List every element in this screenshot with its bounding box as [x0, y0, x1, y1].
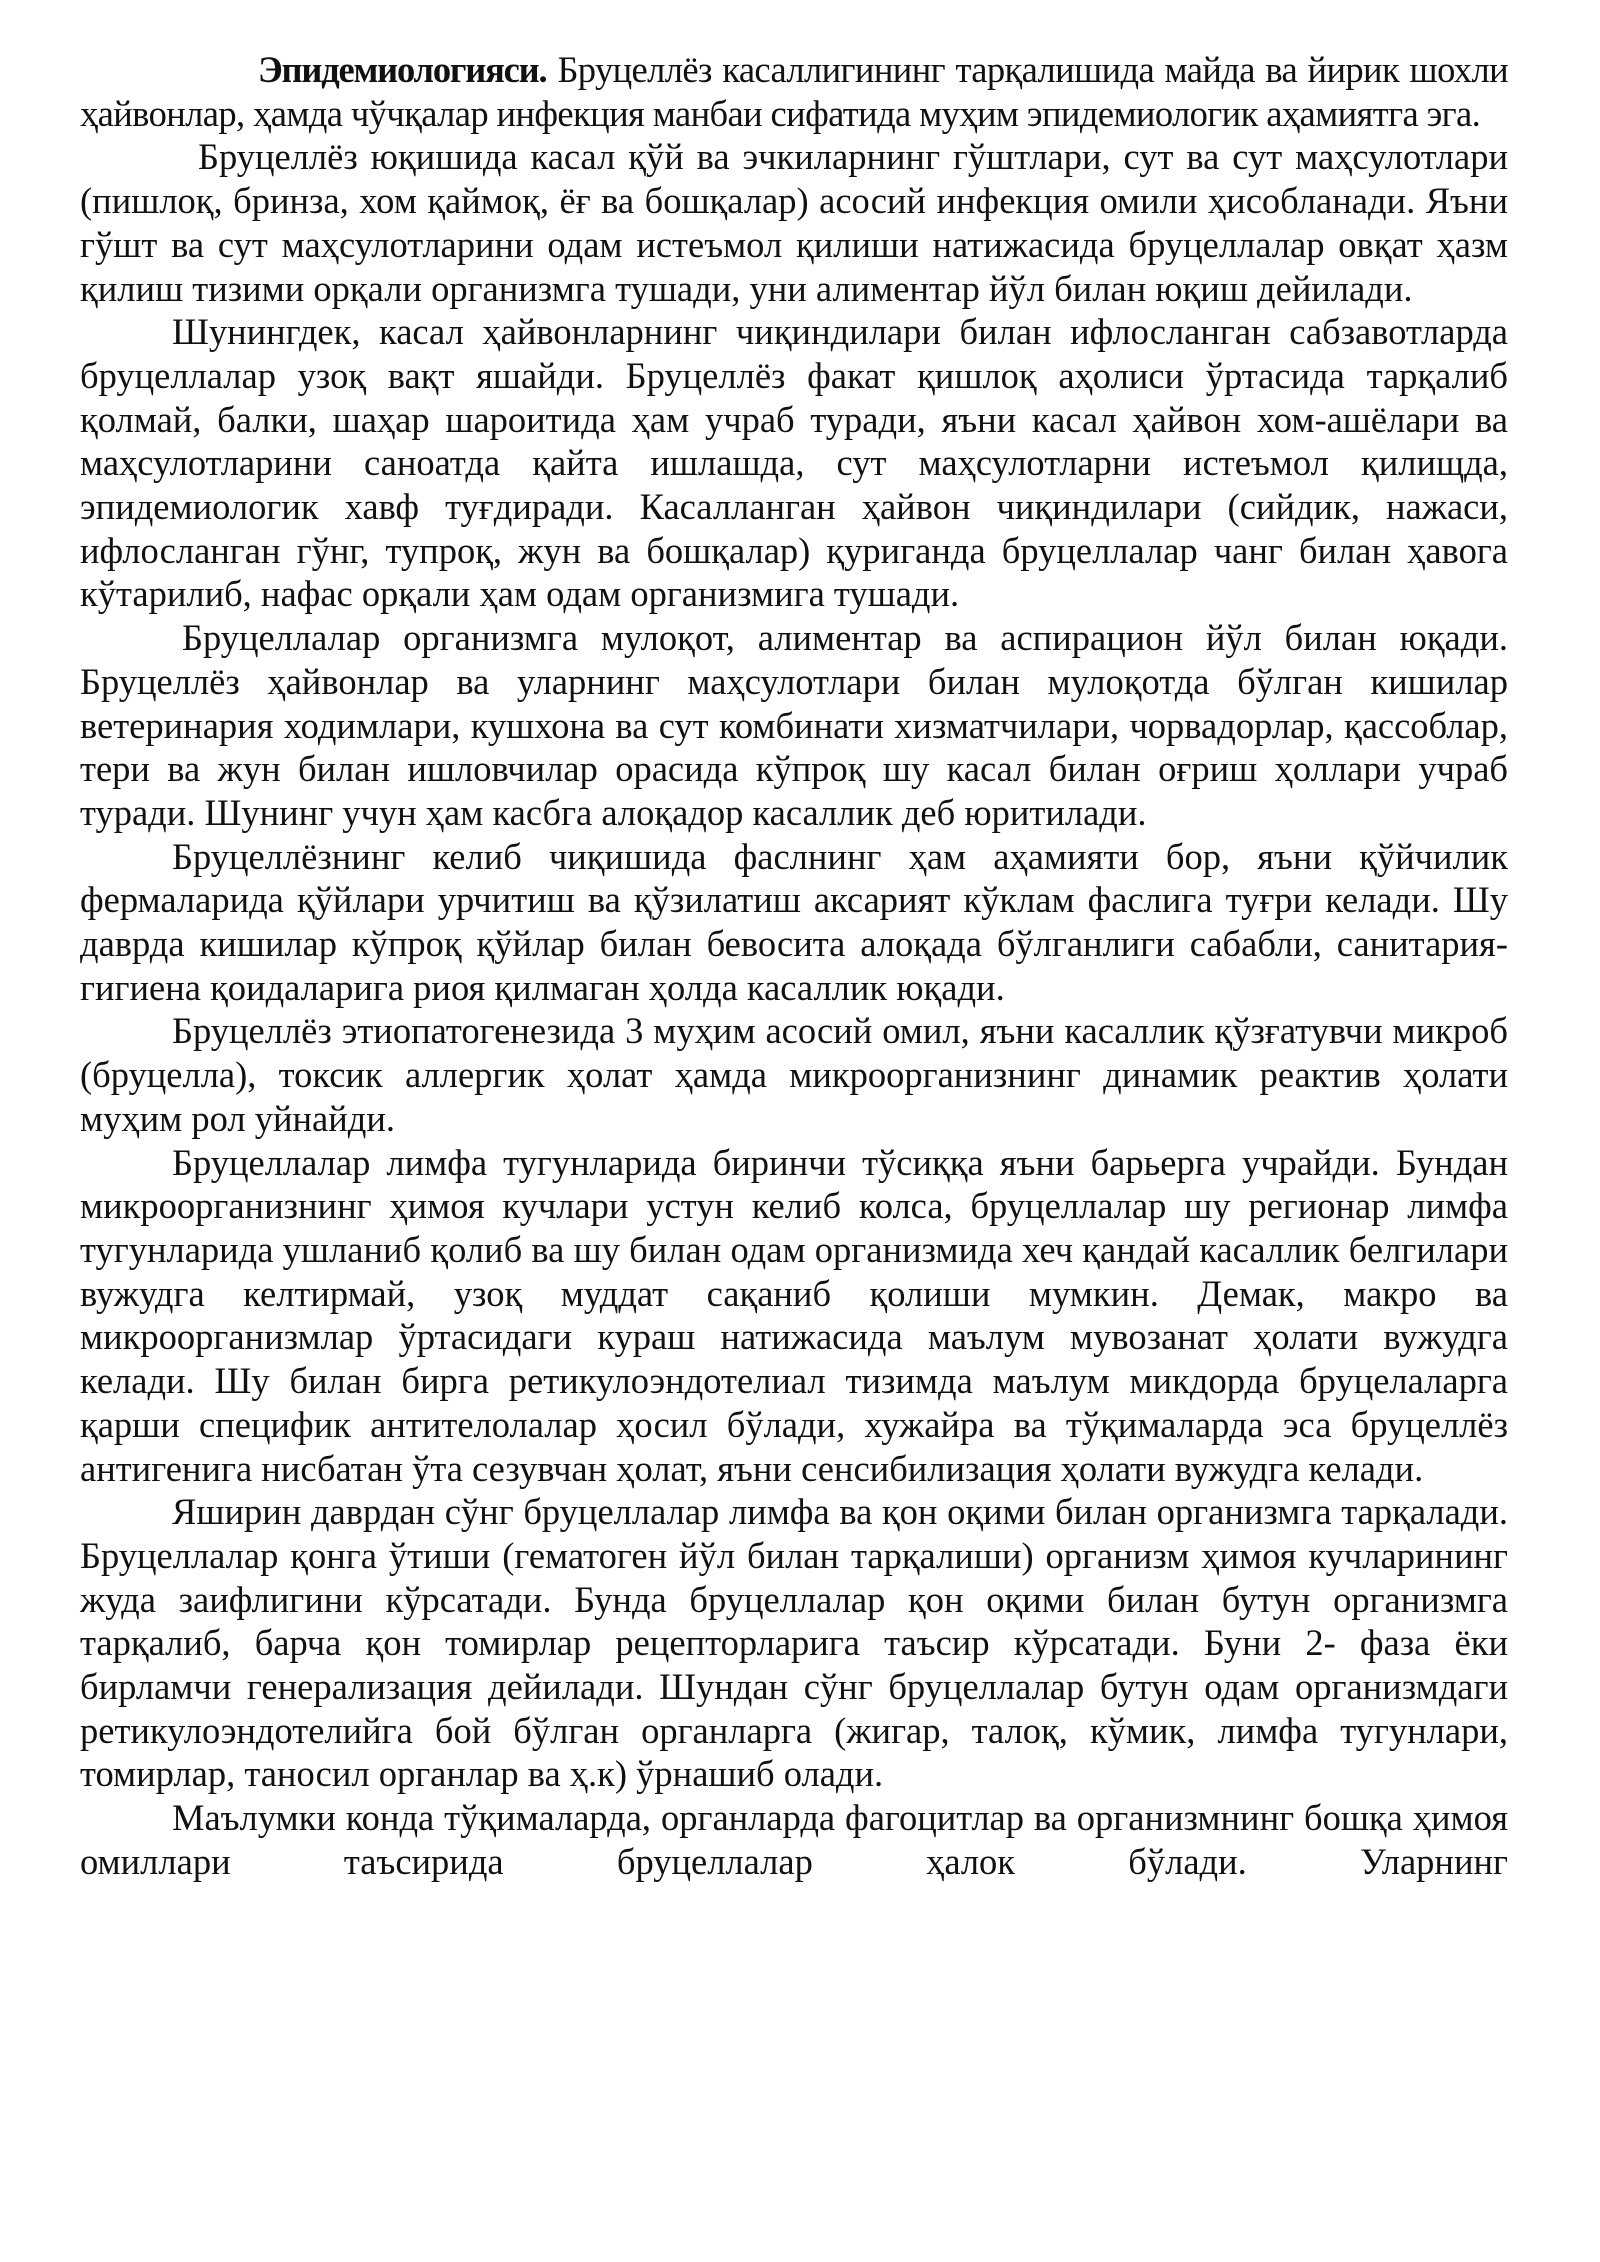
paragraph-seasonality: Бруцеллёзнинг келиб чиқишида фаслнинг ҳам аҳамияти бор, яъни қўйчилик фермаларида қўйлари урчитиш ва қўзилатиш аксарият кўклам фаслига туғри келади. Шу даврда кишилар кўпроқ қўйлар билан бевосита алоқада бўлганлиги сабабли, санитария-гигиена қоидаларига риоя қилмаган ҳолда касаллик юқади. [80, 835, 1508, 1008]
paragraph-generalization: Яширин даврдан сўнг бруцеллалар лимфа ва қон оқими билан организмга тарқалади. Бруцеллалар қонга ўтиши (гематоген йўл билан тарқалиши) организм ҳимоя кучларининг жуда заифлигини кўрсатади. Бунда бруцеллалар қон оқими билан бутун организмга тарқалиб, барча қон томирлар рецепторларига таъсир кўрсатади. Буни 2- фаза ёки бирламчи генерализация дейилади. Шундан сўнг бруцеллалар бутун одам организмдаги ретикулоэндотелийга бой бўлган органларга (жигар, талоқ, кўмик, лимфа тугунлари, томирлар, таносил органлар ва ҳ.к) ўрнашиб олади. [80, 1491, 1508, 1795]
paragraph-transmission-waste: Шунингдек, касал ҳайвонларнинг чиқиндилари билан ифлосланган сабзавотларда бруцеллалар узоқ вақт яшайди. Бруцеллёз факат қишлоқ аҳолиси ўртасида тарқалиб қолмай, балки, шаҳар шароитида ҳам учраб туради, яъни касал ҳайвон хом-ашёлари ва маҳсулотларини саноатда қайта ишлашда, сут маҳсулотларни истеъмол қилищда, эпидемиологик хавф туғдиради. Касалланган ҳайвон чиқиндилари (сийдик, нажаси, ифлосланган гўнг, тупроқ, жун ва бошқалар) қуриганда бруцеллалар чанг билан ҳавога кўтарилиб, нафас орқали ҳам одам организмига тушади. [80, 311, 1508, 615]
paragraph-phagocytes: Маълумки конда тўқималарда, органларда фагоцитлар ва организмнинг бошқа ҳимоя омиллари таъсирида бруцеллалар ҳалок бўлади. Уларнинг [80, 1797, 1508, 1882]
paragraph-etiopathogenesis: Бруцеллёз этиопатогенезида 3 муҳим асосий омил, яъни касаллик қўзғатувчи микроб (бруцелла), токсик аллергик ҳолат ҳамда микроорганизнинг динамик реактив ҳолати муҳим рол уйнайди. [80, 1010, 1508, 1139]
paragraph-text: Бруцеллёз касаллигининг тарқалишида майда ва йирик шохли ҳайвонлар, ҳамда чўчқалар инфекция манбаи сифатида муҳим эпидемиологик аҳамиятга эга. [80, 49, 1509, 134]
section-heading: Эпидемиологияси. [258, 49, 547, 90]
paragraph-epidemiology-intro [80, 48, 1508, 135]
paragraph-transmission-food: Бруцеллёз юқишида касал қўй ва эчкиларнинг гўштлари, сут ва сут маҳсулотлари (пишлоқ, бринза, хом қаймоқ, ёғ ва бошқалар) асосий инфекция омили ҳисобланади. Яъни гўшт ва сут маҳсулотларини одам истеъмол қилиши натижасида бруцеллалар овқат ҳазм қилиш тизими орқали организмга тушади, уни алиментар йўл билан юқиш дейилади. [80, 136, 1508, 309]
document-page [80, 48, 1508, 1884]
paragraph-lymph-barrier: Бруцеллалар лимфа тугунларида биринчи тўсиққа яъни барьерга учрайди. Бундан микроорганизнинг ҳимоя кучлари устун келиб колса, бруцеллалар шу регионар лимфа тугунларида ушланиб қолиб ва шу билан одам организмида хеч қандай касаллик белгилари вужудга келтирмай, узоқ муддат сақаниб қолиши мумкин. Демак, макро ва микроорганизмлар ўртасидаги кураш натижасида маълум мувозанат ҳолати вужудга келади. Шу билан бирга ретикулоэндотелиал тизимда маълум микдорда бруцелаларга қарши специфик антителолалар ҳосил бўлади, хужайра ва тўқималарда эса бруцеллёз антигенига нисбатан ўта сезувчан ҳолат, яъни сенсибилизация ҳолати вужудга келади. [80, 1141, 1508, 1489]
paragraph-transmission-routes: Бруцеллалар организмга мулоқот, алиментар ва аспирацион йўл билан юқади. Бруцеллёз ҳайвонлар ва уларнинг маҳсулотлари билан мулоқотда бўлган кишилар ветеринария ходимлари, кушхона ва сут комбинати хизматчилари, чорвадорлар, қассоблар, тери ва жун билан ишловчилар орасида кўпроқ шу касал билан оғриш ҳоллари учраб туради. Шунинг учун ҳам касбга алоқадор касаллик деб юритилади. [80, 617, 1508, 833]
